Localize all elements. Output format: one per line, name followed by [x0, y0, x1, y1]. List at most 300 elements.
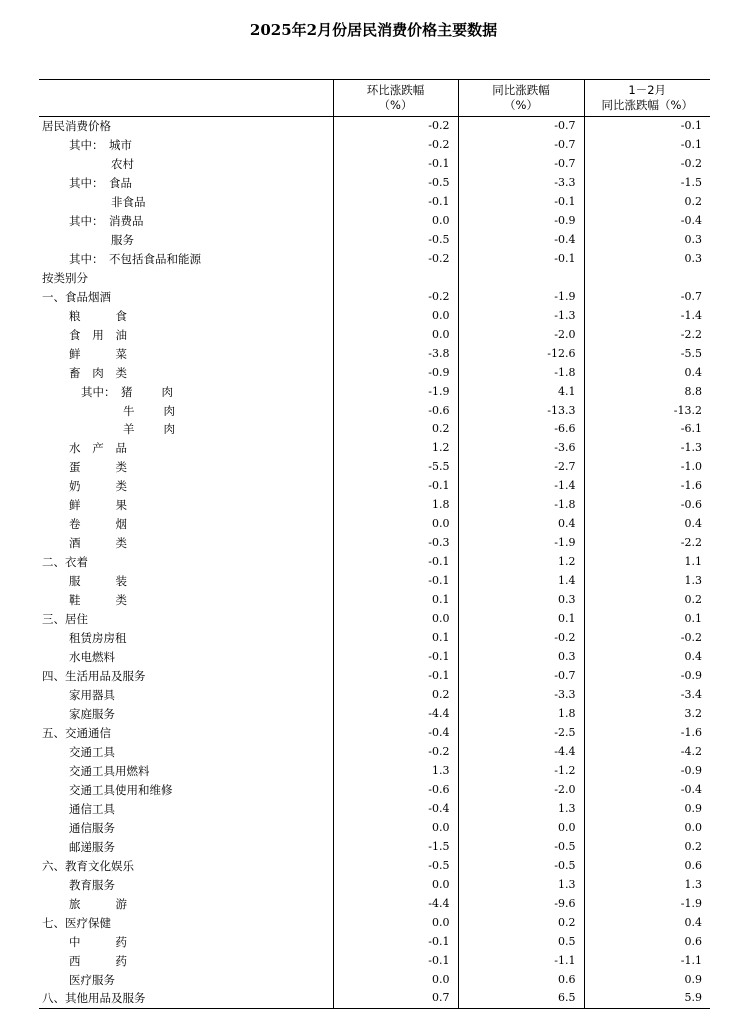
row-label: 交通工具: [69, 744, 115, 759]
table-row: [39, 989, 710, 1008]
cell-yoy: 0.1: [458, 610, 584, 629]
cell-mom: -0.2: [333, 287, 458, 306]
cell-mom: -0.5: [333, 230, 458, 249]
cell-ytd: 0.2: [584, 192, 710, 211]
cell-mom: -0.4: [333, 799, 458, 818]
row-label-cell: [39, 780, 333, 799]
cell-mom: -0.2: [333, 117, 458, 136]
cell-ytd: -0.1: [584, 135, 710, 154]
row-label: 猪肉: [121, 384, 173, 399]
row-label-cell: [39, 705, 333, 724]
cell-mom: -0.9: [333, 363, 458, 382]
cell-yoy: -0.5: [458, 856, 584, 875]
row-label-cell: [39, 648, 333, 667]
cell-ytd: 0.6: [584, 856, 710, 875]
table-row: [39, 932, 710, 951]
cell-yoy: -1.4: [458, 477, 584, 496]
cell-mom: 0.0: [333, 818, 458, 837]
cell-yoy: -4.4: [458, 742, 584, 761]
cell-yoy: 0.5: [458, 932, 584, 951]
cell-yoy: 0.6: [458, 970, 584, 989]
cell-mom: 0.2: [333, 420, 458, 439]
cell-ytd: -2.2: [584, 534, 710, 553]
row-label-cell: [39, 287, 333, 306]
cell-ytd: 1.3: [584, 572, 710, 591]
row-label-cell: [39, 173, 333, 192]
row-label: 交通工具使用和维修: [69, 782, 173, 797]
row-label-cell: [39, 534, 333, 553]
cell-yoy: [458, 268, 584, 287]
row-label-cell: [39, 818, 333, 837]
row-label-cell: [39, 496, 333, 515]
cell-mom: 1.3: [333, 761, 458, 780]
table-row: [39, 306, 710, 325]
cell-mom: 0.0: [333, 515, 458, 534]
cell-yoy: -3.6: [458, 439, 584, 458]
row-label: 教育服务: [69, 877, 115, 892]
cell-ytd: -0.9: [584, 761, 710, 780]
row-label-cell: [39, 686, 333, 705]
table-row: [39, 913, 710, 932]
table-row: [39, 325, 710, 344]
table-row: [39, 610, 710, 629]
cell-mom: -0.4: [333, 724, 458, 743]
cell-yoy: -3.3: [458, 686, 584, 705]
table-row: [39, 648, 710, 667]
cell-mom: -0.5: [333, 173, 458, 192]
cell-yoy: -1.2: [458, 761, 584, 780]
table-row: [39, 629, 710, 648]
row-label: 奶类: [69, 479, 127, 494]
row-label-cell: [39, 268, 333, 287]
cell-yoy: 1.3: [458, 799, 584, 818]
table-row: [39, 534, 710, 553]
cell-ytd: 0.9: [584, 970, 710, 989]
table-row: [39, 951, 710, 970]
row-label-cell: [39, 382, 333, 401]
table-row: [39, 894, 710, 913]
row-label: 牛肉: [123, 403, 175, 418]
row-label: 一、食品烟酒: [42, 289, 111, 304]
cell-ytd: -13.2: [584, 401, 710, 420]
row-label-cell: [39, 117, 333, 136]
cell-ytd: -1.0: [584, 458, 710, 477]
cell-ytd: 0.1: [584, 610, 710, 629]
table-row: [39, 591, 710, 610]
row-label: 畜肉类: [69, 365, 127, 380]
row-label: 家用器具: [69, 688, 115, 703]
row-label: 城市: [109, 137, 132, 152]
row-label-cell: [39, 515, 333, 534]
cell-ytd: 1.3: [584, 875, 710, 894]
row-label: 居民消费价格: [42, 119, 111, 134]
table-row: [39, 439, 710, 458]
cell-ytd: -3.4: [584, 686, 710, 705]
row-prefix: 其中：: [69, 175, 104, 190]
cell-yoy: -9.6: [458, 894, 584, 913]
row-label-cell: [39, 724, 333, 743]
row-label: 六、教育文化娱乐: [42, 858, 134, 873]
cell-mom: 0.2: [333, 686, 458, 705]
row-label: 通信工具: [69, 801, 115, 816]
table-row: [39, 875, 710, 894]
cell-ytd: -1.4: [584, 306, 710, 325]
cell-mom: -3.8: [333, 344, 458, 363]
cell-yoy: -0.1: [458, 192, 584, 211]
table-row: [39, 553, 710, 572]
cell-mom: 0.1: [333, 629, 458, 648]
row-label-cell: [39, 230, 333, 249]
table-row: [39, 268, 710, 287]
table-header-row: [39, 80, 710, 117]
row-label-cell: [39, 667, 333, 686]
cell-mom: -0.5: [333, 856, 458, 875]
cell-ytd: -0.4: [584, 780, 710, 799]
cell-yoy: -2.7: [458, 458, 584, 477]
row-label-cell: [39, 477, 333, 496]
cell-ytd: 0.9: [584, 799, 710, 818]
cell-ytd: -1.6: [584, 477, 710, 496]
row-label-cell: [39, 761, 333, 780]
cell-yoy: -0.7: [458, 117, 584, 136]
cell-yoy: -0.9: [458, 211, 584, 230]
cell-yoy: 1.2: [458, 553, 584, 572]
row-label-cell: [39, 192, 333, 211]
row-label-cell: [39, 856, 333, 875]
table-row: [39, 420, 710, 439]
cpi-table: [39, 79, 710, 1009]
cell-mom: 0.1: [333, 591, 458, 610]
table-row: [39, 154, 710, 173]
cell-yoy: -1.9: [458, 534, 584, 553]
table-row: [39, 970, 710, 989]
table-row: [39, 382, 710, 401]
cell-yoy: -1.3: [458, 306, 584, 325]
row-label-cell: [39, 439, 333, 458]
header-line1: 环比涨跌幅: [366, 83, 425, 97]
row-prefix: 其中：: [69, 213, 104, 228]
cell-mom: -0.2: [333, 249, 458, 268]
row-label-cell: [39, 420, 333, 439]
cell-ytd: 8.8: [584, 382, 710, 401]
cell-yoy: 0.4: [458, 515, 584, 534]
table-row: [39, 515, 710, 534]
cell-mom: 0.0: [333, 913, 458, 932]
row-label: 家庭服务: [69, 707, 115, 722]
cell-yoy: 6.5: [458, 989, 584, 1008]
header-line2: 同比涨跌幅（%）: [601, 98, 693, 112]
cell-mom: -4.4: [333, 705, 458, 724]
cell-ytd: 5.9: [584, 989, 710, 1008]
row-label-cell: [39, 553, 333, 572]
cell-mom: 0.0: [333, 306, 458, 325]
cell-ytd: 0.3: [584, 249, 710, 268]
table-row: [39, 724, 710, 743]
cell-ytd: 0.2: [584, 591, 710, 610]
cell-ytd: 0.4: [584, 913, 710, 932]
table-row: [39, 705, 710, 724]
cell-mom: 1.8: [333, 496, 458, 515]
row-label: 中药: [69, 934, 127, 949]
cell-mom: -0.1: [333, 553, 458, 572]
table-row: [39, 344, 710, 363]
cell-yoy: 1.8: [458, 705, 584, 724]
row-label-cell: [39, 799, 333, 818]
page-title: 2025年2月份居民消费价格主要数据: [249, 21, 498, 39]
table-row: [39, 856, 710, 875]
cell-ytd: -0.2: [584, 629, 710, 648]
cell-ytd: -1.5: [584, 173, 710, 192]
row-label-cell: [39, 932, 333, 951]
row-label-cell: [39, 894, 333, 913]
cell-mom: 0.0: [333, 211, 458, 230]
cell-mom: -0.1: [333, 932, 458, 951]
table-row: [39, 477, 710, 496]
row-label-cell: [39, 401, 333, 420]
row-label-cell: [39, 135, 333, 154]
row-label: 八、其他用品及服务: [42, 991, 146, 1006]
cell-mom: -0.6: [333, 401, 458, 420]
row-label: 粮食: [69, 308, 127, 323]
row-label-cell: [39, 325, 333, 344]
row-label: 蛋类: [69, 460, 127, 475]
cell-mom: [333, 268, 458, 287]
table-row: [39, 837, 710, 856]
row-prefix: 其中：: [81, 384, 116, 399]
cell-mom: -0.1: [333, 951, 458, 970]
cell-yoy: -13.3: [458, 401, 584, 420]
row-label-cell: [39, 591, 333, 610]
table-row: [39, 173, 710, 192]
row-label: 鲜果: [69, 498, 127, 513]
table-row: [39, 780, 710, 799]
cell-mom: -0.1: [333, 572, 458, 591]
table-row: [39, 117, 710, 136]
header-ytd: [584, 80, 710, 117]
cell-ytd: -0.4: [584, 211, 710, 230]
cell-ytd: 0.0: [584, 818, 710, 837]
header-line1: 1－2月: [628, 83, 667, 97]
row-label-cell: [39, 306, 333, 325]
row-label: 七、医疗保健: [42, 915, 111, 930]
cell-yoy: -0.7: [458, 154, 584, 173]
cell-mom: -0.2: [333, 742, 458, 761]
cell-ytd: [584, 268, 710, 287]
row-label: 四、生活用品及服务: [42, 669, 146, 684]
row-label: 水产品: [69, 441, 127, 456]
cell-mom: -0.1: [333, 648, 458, 667]
cell-ytd: -1.1: [584, 951, 710, 970]
row-label: 消费品: [109, 213, 144, 228]
cell-yoy: -1.1: [458, 951, 584, 970]
row-label-cell: [39, 344, 333, 363]
cell-ytd: -0.7: [584, 287, 710, 306]
cell-ytd: 0.3: [584, 230, 710, 249]
row-label-cell: [39, 154, 333, 173]
cell-yoy: -0.7: [458, 667, 584, 686]
row-label-cell: [39, 970, 333, 989]
cell-mom: 0.0: [333, 875, 458, 894]
table-row: [39, 742, 710, 761]
row-prefix: 其中：: [69, 137, 104, 152]
row-label-cell: [39, 837, 333, 856]
cell-yoy: -1.9: [458, 287, 584, 306]
cell-yoy: -0.1: [458, 249, 584, 268]
cell-mom: -0.2: [333, 135, 458, 154]
row-label-cell: [39, 211, 333, 230]
table-row: [39, 135, 710, 154]
table-row: [39, 249, 710, 268]
table-row: [39, 761, 710, 780]
row-label-cell: [39, 458, 333, 477]
header-line2: （%）: [378, 98, 413, 112]
cell-yoy: 4.1: [458, 382, 584, 401]
row-label: 交通工具用燃料: [69, 763, 150, 778]
cell-yoy: 1.4: [458, 572, 584, 591]
cell-yoy: -0.5: [458, 837, 584, 856]
cell-ytd: -1.3: [584, 439, 710, 458]
row-label: 非食品: [111, 194, 146, 209]
table-row: [39, 686, 710, 705]
table-row: [39, 572, 710, 591]
row-label-cell: [39, 572, 333, 591]
cell-mom: -5.5: [333, 458, 458, 477]
cell-mom: -0.1: [333, 154, 458, 173]
cell-yoy: -0.2: [458, 629, 584, 648]
cell-ytd: -6.1: [584, 420, 710, 439]
row-label: 食用油: [69, 327, 127, 342]
table-row: [39, 211, 710, 230]
cell-yoy: -0.4: [458, 230, 584, 249]
table-row: [39, 192, 710, 211]
cell-ytd: 3.2: [584, 705, 710, 724]
cell-ytd: -2.2: [584, 325, 710, 344]
cell-mom: -0.6: [333, 780, 458, 799]
table-row: [39, 667, 710, 686]
cell-ytd: -1.6: [584, 724, 710, 743]
cell-mom: 1.2: [333, 439, 458, 458]
cell-yoy: -1.8: [458, 496, 584, 515]
cell-ytd: -0.6: [584, 496, 710, 515]
row-label-cell: [39, 951, 333, 970]
cell-yoy: 0.0: [458, 818, 584, 837]
cell-yoy: 0.3: [458, 648, 584, 667]
header-mom: [333, 80, 458, 117]
table-row: [39, 230, 710, 249]
table-row: [39, 401, 710, 420]
row-label-cell: [39, 875, 333, 894]
cell-yoy: -2.0: [458, 325, 584, 344]
cell-yoy: -6.6: [458, 420, 584, 439]
table-row: [39, 287, 710, 306]
cell-ytd: -1.9: [584, 894, 710, 913]
table-row: [39, 818, 710, 837]
cell-ytd: 0.2: [584, 837, 710, 856]
cell-mom: -4.4: [333, 894, 458, 913]
row-label: 酒类: [69, 536, 127, 551]
cell-mom: -0.3: [333, 534, 458, 553]
cell-mom: 0.0: [333, 325, 458, 344]
row-label: 三、居住: [42, 612, 88, 627]
cell-ytd: -0.1: [584, 117, 710, 136]
row-label: 通信服务: [69, 820, 115, 835]
cell-ytd: -0.2: [584, 154, 710, 173]
row-label: 二、衣着: [42, 555, 88, 570]
cell-ytd: 1.1: [584, 553, 710, 572]
cell-mom: 0.7: [333, 989, 458, 1008]
cell-yoy: -1.8: [458, 363, 584, 382]
cell-yoy: 0.3: [458, 591, 584, 610]
cell-mom: -1.5: [333, 837, 458, 856]
cell-ytd: 0.4: [584, 515, 710, 534]
table-row: [39, 458, 710, 477]
row-label: 服装: [69, 574, 127, 589]
row-label: 食品: [109, 175, 132, 190]
cell-mom: -1.9: [333, 382, 458, 401]
row-label-cell: [39, 610, 333, 629]
row-label: 服务: [111, 232, 134, 247]
row-label: 旅游: [69, 896, 127, 911]
row-label: 水电燃料: [69, 650, 115, 665]
cell-yoy: -12.6: [458, 344, 584, 363]
row-label-cell: [39, 742, 333, 761]
row-label: 按类别分: [42, 270, 88, 285]
header-line2: （%）: [504, 98, 538, 112]
row-label-cell: [39, 629, 333, 648]
cell-mom: 0.0: [333, 970, 458, 989]
cell-ytd: -0.9: [584, 667, 710, 686]
cell-yoy: -3.3: [458, 173, 584, 192]
row-label: 农村: [111, 156, 134, 171]
table-row: [39, 496, 710, 515]
cell-ytd: 0.6: [584, 932, 710, 951]
row-label-cell: [39, 249, 333, 268]
cell-mom: -0.1: [333, 192, 458, 211]
row-label: 西药: [69, 953, 127, 968]
cell-mom: 0.0: [333, 610, 458, 629]
cell-ytd: -4.2: [584, 742, 710, 761]
row-label: 羊肉: [123, 422, 175, 437]
header-line1: 同比涨跌幅: [492, 83, 550, 97]
row-label-cell: [39, 989, 333, 1008]
cell-mom: -0.1: [333, 667, 458, 686]
cell-yoy: 0.2: [458, 913, 584, 932]
cell-yoy: -0.7: [458, 135, 584, 154]
row-label: 鲜菜: [69, 346, 127, 361]
cell-ytd: -5.5: [584, 344, 710, 363]
row-label: 鞋类: [69, 593, 127, 608]
cell-yoy: 1.3: [458, 875, 584, 894]
cell-mom: -0.1: [333, 477, 458, 496]
row-label: 医疗服务: [69, 972, 115, 987]
table-row: [39, 799, 710, 818]
header-item: [39, 80, 333, 117]
table-row: [39, 363, 710, 382]
header-yoy: [458, 80, 584, 117]
row-label: 五、交通通信: [42, 725, 111, 740]
cell-ytd: 0.4: [584, 363, 710, 382]
row-label: 邮递服务: [69, 839, 115, 854]
row-label: 不包括食品和能源: [109, 251, 201, 266]
row-label-cell: [39, 913, 333, 932]
row-label: 租赁房房租: [69, 631, 127, 646]
cell-yoy: -2.0: [458, 780, 584, 799]
cell-ytd: 0.4: [584, 648, 710, 667]
row-label-cell: [39, 363, 333, 382]
cell-yoy: -2.5: [458, 724, 584, 743]
row-prefix: 其中：: [69, 251, 104, 266]
row-label: 卷烟: [69, 517, 127, 532]
